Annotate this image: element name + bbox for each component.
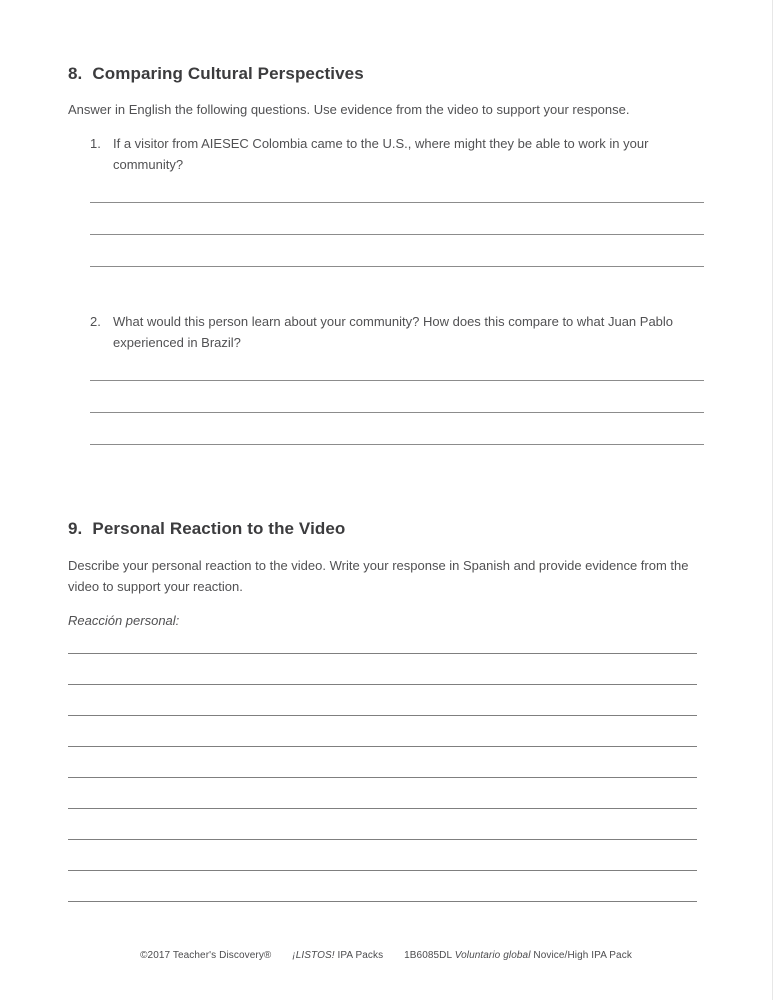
answer-line bbox=[90, 413, 704, 445]
answer-line bbox=[90, 349, 704, 381]
footer-series-name: ¡LISTOS! bbox=[292, 950, 335, 961]
section-9-heading bbox=[68, 519, 704, 539]
footer-product bbox=[404, 950, 632, 961]
personal-reaction-answer-lines bbox=[68, 623, 697, 902]
answer-line bbox=[68, 685, 697, 716]
answer-line bbox=[90, 203, 704, 235]
answer-line bbox=[68, 871, 697, 902]
answer-line bbox=[68, 747, 697, 778]
footer-product-suffix: Novice/High IPA Pack bbox=[530, 950, 632, 961]
section-8-number: 8. bbox=[68, 64, 83, 83]
section-8-heading bbox=[68, 64, 704, 84]
question-1 bbox=[90, 133, 704, 267]
page-footer bbox=[0, 950, 772, 961]
section-9-number: 9. bbox=[68, 519, 83, 539]
answer-line bbox=[68, 809, 697, 840]
section-8-title: Comparing Cultural Perspectives bbox=[92, 64, 364, 83]
section-personal-reaction bbox=[68, 519, 704, 901]
footer-series bbox=[292, 950, 383, 961]
question-1-number: 1. bbox=[90, 136, 101, 152]
answer-line bbox=[90, 235, 704, 267]
section-8-instructions: Answer in English the following questions. Use evidence from the video to support your response. bbox=[68, 102, 630, 118]
footer-product-title: Voluntario global bbox=[454, 950, 531, 961]
section-comparing-cultural-perspectives bbox=[68, 64, 704, 445]
answer-line bbox=[68, 840, 697, 871]
section-9-title: Personal Reaction to the Video bbox=[92, 519, 346, 539]
question-1-row bbox=[90, 133, 704, 175]
section-9-instructions: Describe your personal reaction to the video. Write your response in Spanish and provide evidence from the video to support your reaction. bbox=[68, 557, 689, 594]
answer-line bbox=[68, 778, 697, 809]
answer-line bbox=[90, 381, 704, 413]
footer-series-suffix: IPA Packs bbox=[334, 950, 384, 961]
footer-product-code: 1B6085DL bbox=[404, 950, 455, 961]
footer-copyright: ©2017 Teacher's Discovery® bbox=[140, 950, 272, 961]
question-2-row bbox=[90, 311, 704, 353]
answer-line bbox=[90, 171, 704, 203]
answer-line bbox=[68, 716, 697, 747]
question-2-text: What would this person learn about your community? How does this compare to what Juan Pablo experienced in Brazil? bbox=[113, 314, 674, 351]
question-2-number: 2. bbox=[90, 314, 101, 330]
question-1-answer-lines bbox=[90, 171, 704, 267]
question-1-text: If a visitor from AIESEC Colombia came to the U.S., where might they be able to work in your community? bbox=[113, 136, 649, 173]
question-2-answer-lines bbox=[90, 349, 704, 445]
question-2 bbox=[90, 311, 704, 445]
personal-reaction-label: Reacción personal: bbox=[68, 612, 180, 628]
answer-line bbox=[68, 654, 697, 685]
